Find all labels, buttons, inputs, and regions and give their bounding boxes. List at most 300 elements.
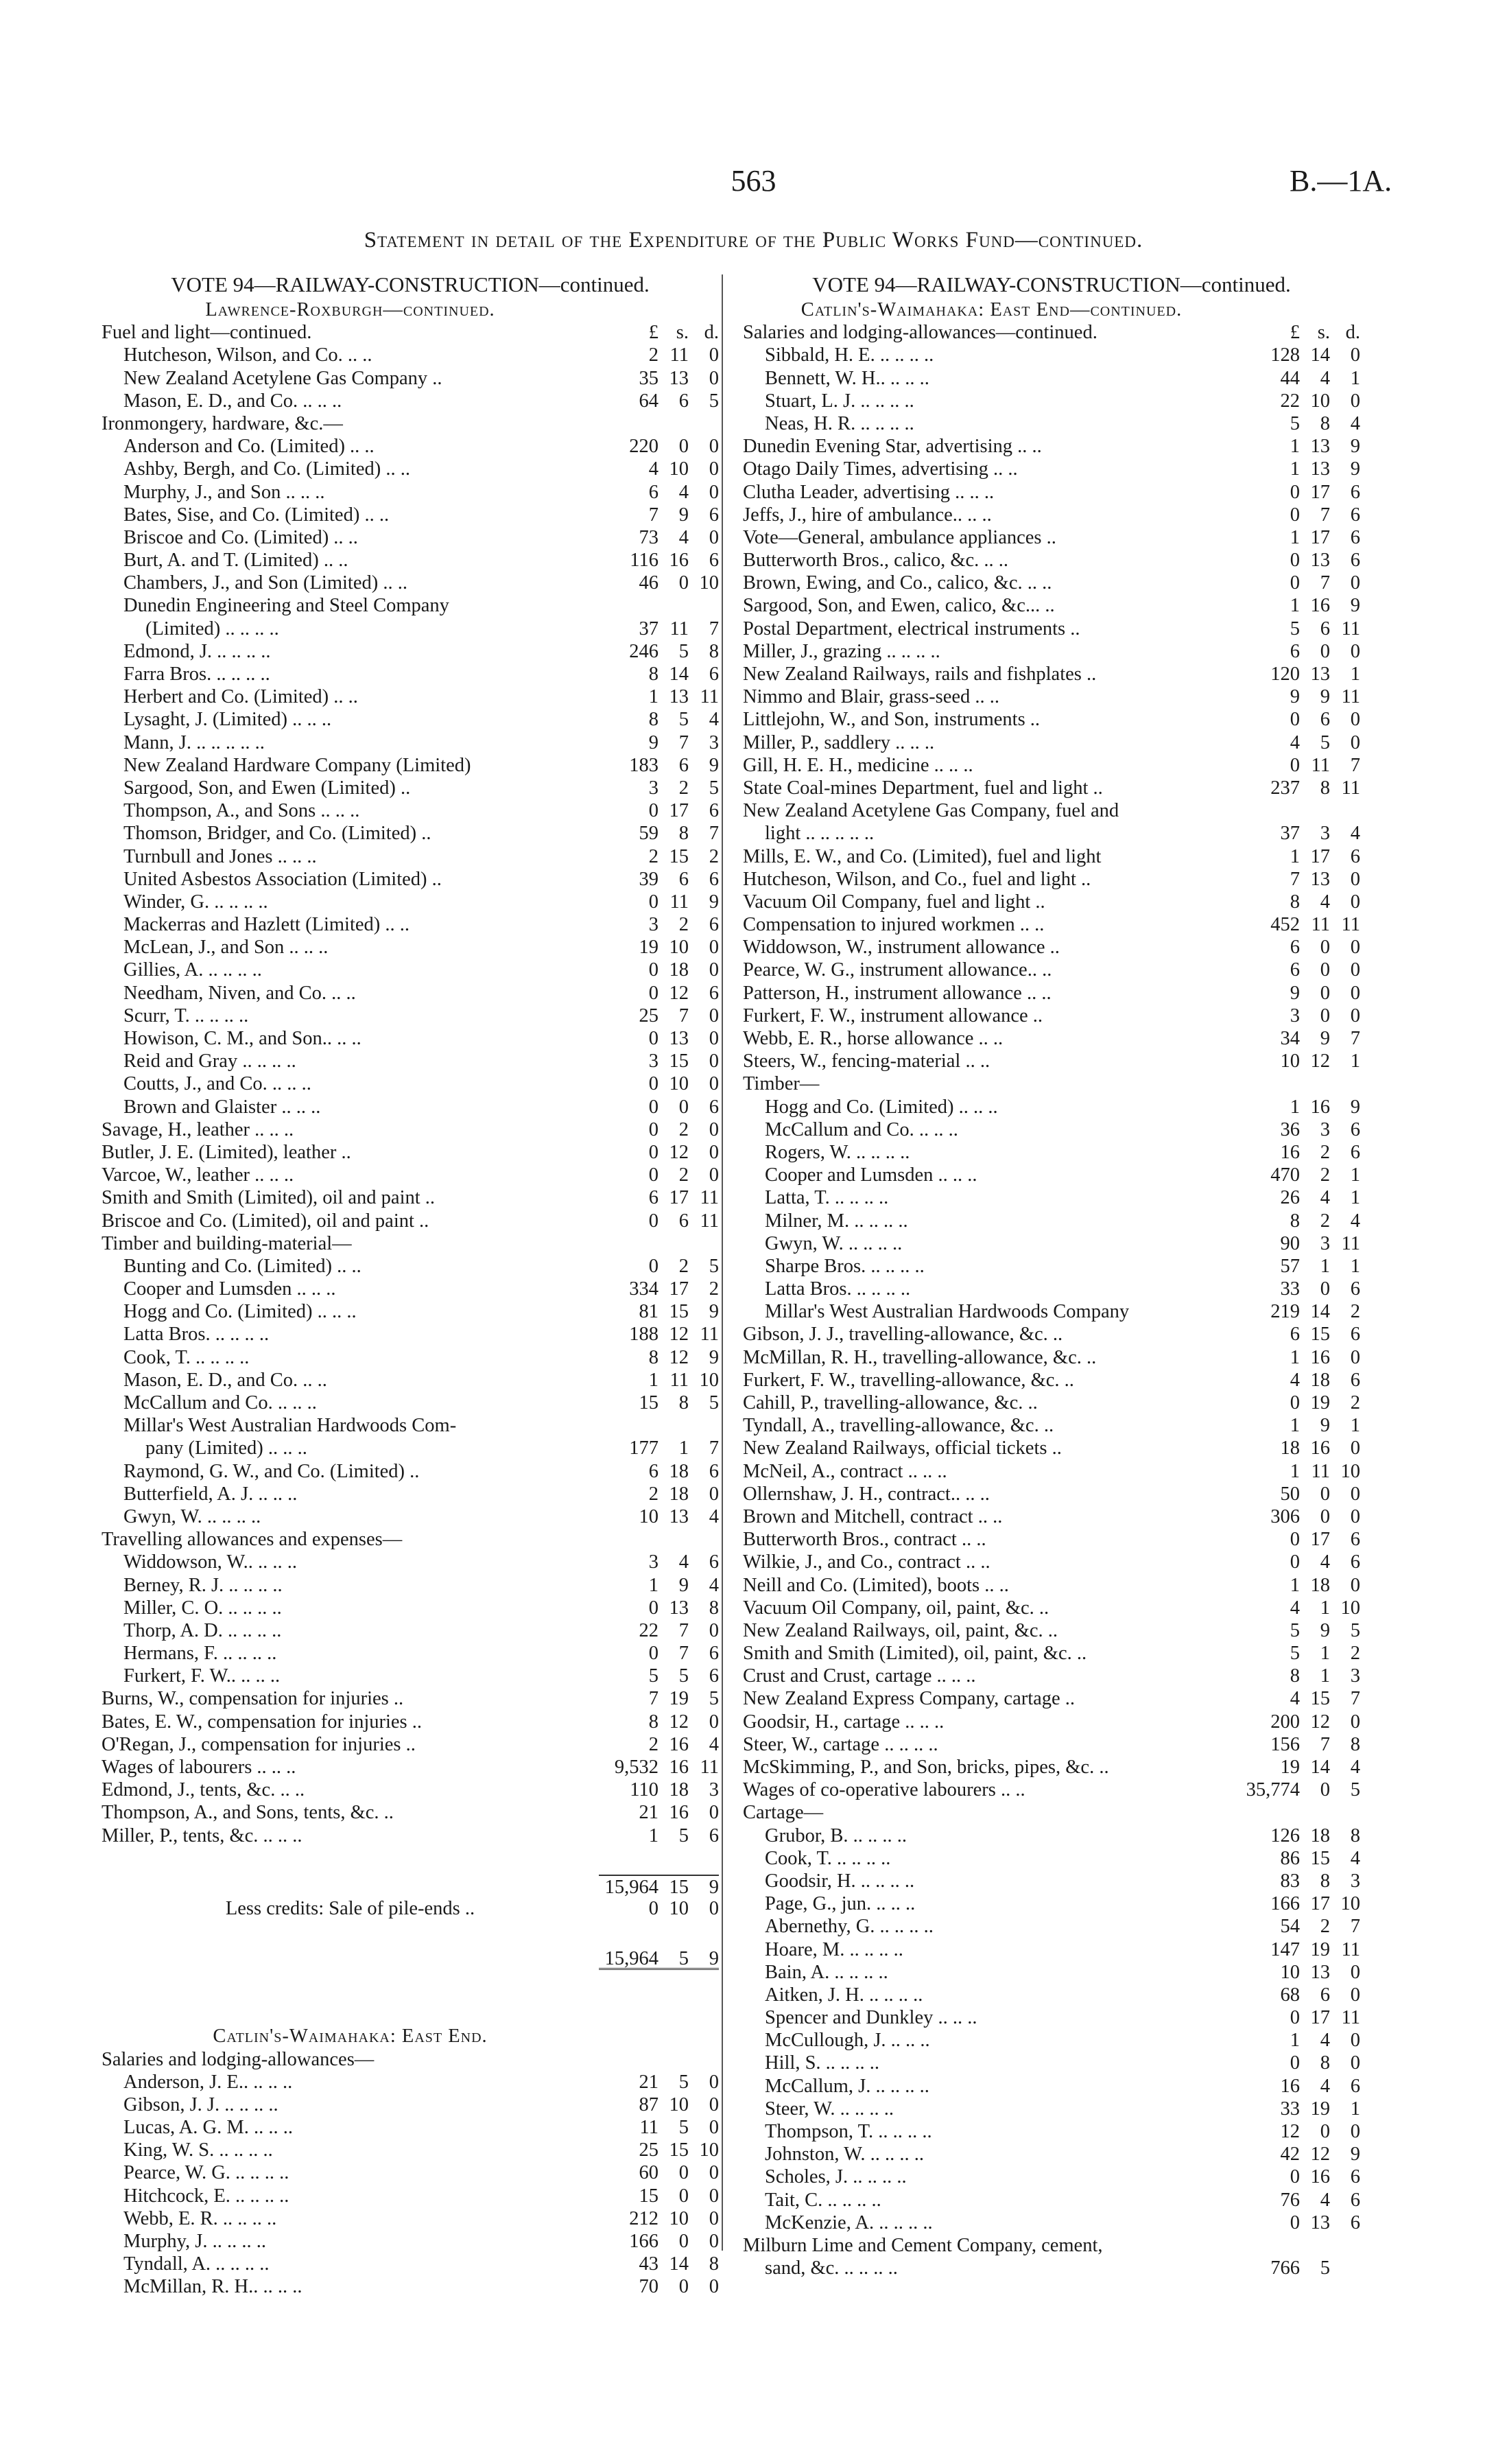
amount-shillings: 19 bbox=[1310, 2098, 1330, 2120]
ledger-row bbox=[102, 1970, 719, 1997]
amount-pence: 6 bbox=[1350, 2189, 1360, 2211]
entry-description: Sharpe Bros. .. .. .. .. bbox=[765, 1255, 925, 1277]
entry-description: Briscoe and Co. (Limited) .. .. bbox=[123, 526, 358, 548]
amount-shillings: 12 bbox=[1310, 1051, 1330, 1072]
ledger-row bbox=[743, 2006, 1360, 2029]
amount-shillings: 17 bbox=[1310, 481, 1330, 503]
amount-pounds: 237 bbox=[1270, 777, 1300, 799]
entry-description: Edmond, J., tents, &c. .. .. bbox=[102, 1779, 305, 1801]
amount-pence bbox=[689, 1414, 719, 1437]
ledger-row bbox=[743, 390, 1360, 412]
left-column bbox=[102, 271, 719, 2299]
amount-shillings: 11 bbox=[1311, 754, 1330, 776]
amount-pounds: 16 bbox=[1280, 1141, 1300, 1163]
ledger-row bbox=[743, 982, 1360, 1005]
amount-shillings: 17 bbox=[1310, 2007, 1330, 2029]
amount-pounds: 0 bbox=[648, 1118, 658, 1140]
amount-pence: 0 bbox=[709, 1711, 719, 1733]
amount-pounds: 116 bbox=[630, 550, 658, 572]
entry-description: Smith and Smith (Limited), oil and paint .. bbox=[102, 1187, 436, 1209]
amount-shillings bbox=[1300, 1072, 1330, 1095]
ledger-row bbox=[743, 1733, 1360, 1756]
ledger-row bbox=[102, 2207, 719, 2230]
amount-pence: 6 bbox=[709, 1096, 719, 1118]
amount-pounds: 334 bbox=[629, 1278, 658, 1300]
amount-pounds: 0 bbox=[1290, 1392, 1300, 1413]
amount-shillings: 0 bbox=[678, 1096, 689, 1118]
amount-pounds: 42 bbox=[1280, 2144, 1300, 2166]
ledger-row bbox=[102, 1255, 719, 1278]
entry-description: Edmond, J. .. .. .. .. bbox=[123, 640, 271, 662]
entry-description: Hutcheson, Wilson, and Co., fuel and light .. bbox=[743, 868, 1091, 890]
amount-pounds: 25 bbox=[639, 1005, 658, 1026]
amount-pence: 0 bbox=[1350, 390, 1360, 412]
entry-description: Thompson, A., and Sons, tents, &c. .. bbox=[102, 1802, 394, 1824]
ledger-row bbox=[102, 1947, 719, 1970]
amount-pounds: 15 bbox=[639, 2185, 658, 2207]
amount-shillings: 0 bbox=[678, 436, 689, 458]
amount-pence: 1 bbox=[1350, 1051, 1360, 1072]
amount-shillings: 0 bbox=[1320, 1483, 1330, 1505]
amount-pounds bbox=[599, 1414, 658, 1437]
amount-shillings: 11 bbox=[669, 618, 689, 640]
amount-pence bbox=[689, 2048, 719, 2071]
amount-pence: 7 bbox=[709, 823, 719, 845]
entry-description bbox=[102, 1947, 599, 1970]
amount-shillings bbox=[658, 2048, 689, 2071]
amount-pence: 0 bbox=[709, 436, 719, 458]
entry-description: McKenzie, A. .. .. .. .. bbox=[765, 2211, 933, 2233]
amount-pence: 6 bbox=[1350, 1141, 1360, 1163]
amount-shillings bbox=[658, 594, 689, 617]
amount-pounds: 3 bbox=[1290, 1005, 1300, 1026]
amount-pounds: 0 bbox=[1290, 1551, 1300, 1573]
amount-pounds bbox=[1240, 799, 1300, 822]
amount-pence: 6 bbox=[1350, 550, 1360, 572]
amount-pounds bbox=[599, 1970, 658, 1997]
amount-pounds bbox=[599, 1528, 658, 1551]
amount-pounds: 177 bbox=[629, 1438, 658, 1459]
amount-shillings: 5 bbox=[658, 1947, 689, 1970]
ledger-row bbox=[102, 1210, 719, 1232]
amount-pence: 0 bbox=[1350, 2030, 1360, 2052]
entry-description: New Zealand Railways, rails and fishplates .. bbox=[743, 664, 1097, 685]
entry-description: Pearce, W. G. .. .. .. .. bbox=[123, 2162, 289, 2184]
entry-description: Dunedin Evening Star, advertising .. .. bbox=[743, 436, 1042, 458]
amount-pounds: 1 bbox=[1290, 1574, 1300, 1596]
amount-pounds: 0 bbox=[648, 891, 658, 913]
amount-shillings: 5 bbox=[1320, 2257, 1330, 2279]
amount-shillings: 14 bbox=[669, 664, 689, 685]
amount-pounds: 1 bbox=[1290, 1415, 1300, 1437]
amount-pounds: 50 bbox=[1280, 1483, 1300, 1505]
amount-pounds: 0 bbox=[648, 1028, 658, 1049]
entry-description: Less credits: Sale of pile-ends .. bbox=[225, 1897, 475, 1919]
ledger-row bbox=[102, 549, 719, 572]
amount-pence: 5 bbox=[709, 390, 719, 412]
amount-shillings: 8 bbox=[678, 1392, 689, 1413]
ledger-row bbox=[102, 1574, 719, 1597]
ledger-row bbox=[743, 2098, 1360, 2120]
ledger-row bbox=[743, 754, 1360, 777]
ledger-row bbox=[102, 1164, 719, 1186]
amount-pence: 1 bbox=[1350, 367, 1360, 389]
amount-shillings: 6 bbox=[678, 390, 689, 412]
amount-pence: 0 bbox=[709, 2207, 719, 2229]
ledger-row bbox=[743, 1756, 1360, 1779]
ledger-row bbox=[102, 754, 719, 777]
amount-shillings: 3 bbox=[1320, 1232, 1330, 1254]
amount-shillings: 15 bbox=[658, 1875, 689, 1897]
amount-pence: 6 bbox=[709, 1665, 719, 1687]
amount-pounds: 110 bbox=[630, 1779, 658, 1801]
amount-shillings: 3 bbox=[1320, 823, 1330, 845]
ledger-row bbox=[743, 1597, 1360, 1619]
ledger-row bbox=[102, 822, 719, 845]
entry-description: Latta, T. .. .. .. .. bbox=[765, 1187, 889, 1209]
amount-pounds: 0 bbox=[648, 1643, 658, 1665]
amount-pence: 1 bbox=[1350, 2098, 1360, 2120]
amount-shillings: 12 bbox=[669, 1141, 689, 1163]
amount-pounds: 15,964 bbox=[599, 1875, 658, 1897]
amount-pounds: 3 bbox=[648, 1051, 658, 1072]
entry-description: McMillan, R. H.. .. .. .. bbox=[123, 2276, 302, 2298]
page-number: 563 bbox=[731, 164, 776, 198]
ledger-row bbox=[102, 1551, 719, 1573]
amount-shillings: 11 bbox=[1311, 1460, 1330, 1482]
entry-description: Wages of co-operative labourers .. .. bbox=[743, 1779, 1025, 1801]
entry-description: Bates, Sise, and Co. (Limited) .. .. bbox=[123, 504, 390, 526]
amount-shillings: 15 bbox=[669, 1051, 689, 1072]
ledger-row bbox=[743, 1392, 1360, 1414]
amount-pence: 4 bbox=[709, 1505, 719, 1527]
amount-pounds: 470 bbox=[1270, 1164, 1300, 1186]
entry-description: McNeil, A., contract .. .. .. bbox=[743, 1460, 947, 1482]
ledger-row bbox=[743, 640, 1360, 663]
amount-pounds: 120 bbox=[1270, 664, 1300, 685]
ledger-row bbox=[743, 594, 1360, 617]
entry-description: Reid and Gray .. .. .. .. bbox=[123, 1051, 296, 1072]
ledger-row bbox=[743, 618, 1360, 640]
amount-shillings: 7 bbox=[678, 1619, 689, 1641]
ledger-row bbox=[743, 1642, 1360, 1665]
amount-pence: 0 bbox=[1350, 1346, 1360, 1368]
ledger-row bbox=[102, 435, 719, 458]
ledger-row bbox=[102, 321, 719, 344]
amount-shillings: 13 bbox=[1310, 436, 1330, 458]
ledger-row bbox=[102, 1528, 719, 1551]
ledger-row bbox=[743, 412, 1360, 435]
ledger-row bbox=[102, 1779, 719, 1801]
ledger-row bbox=[102, 777, 719, 799]
amount-pence: 4 bbox=[709, 1574, 719, 1596]
entry-description: Wages of labourers .. .. .. bbox=[102, 1757, 296, 1778]
entry-description: Latta Bros. .. .. .. .. bbox=[123, 1324, 270, 1346]
amount-pounds: 8 bbox=[1290, 1210, 1300, 1232]
amount-pence: 6 bbox=[1350, 504, 1360, 526]
amount-shillings: 5 bbox=[1320, 731, 1330, 753]
entry-description: Mason, E. D., and Co. .. .. bbox=[123, 1369, 327, 1391]
amount-shillings: 14 bbox=[1310, 344, 1330, 366]
amount-pence: 11 bbox=[1341, 1938, 1360, 1960]
ledger-row bbox=[102, 1141, 719, 1164]
entry-description: Howison, C. M., and Son.. .. .. bbox=[123, 1028, 361, 1049]
amount-pence: 0 bbox=[709, 959, 719, 981]
amount-pounds: 9 bbox=[648, 731, 658, 753]
amount-shillings: 2 bbox=[678, 1255, 689, 1277]
amount-pence: 3 bbox=[709, 731, 719, 753]
ledger-row bbox=[102, 1847, 719, 1875]
amount-pence: 0 bbox=[1350, 1711, 1360, 1733]
amount-shillings: s. bbox=[1317, 322, 1330, 344]
amount-pence: 9 bbox=[1350, 436, 1360, 458]
amount-pounds: 1 bbox=[1290, 2030, 1300, 2052]
amount-shillings: 1 bbox=[1320, 1643, 1330, 1665]
amount-pence: 8 bbox=[709, 640, 719, 662]
left-vote-heading: VOTE 94—RAILWAY-CONSTRUCTION—continued. bbox=[171, 272, 650, 296]
ledger-row bbox=[743, 936, 1360, 959]
ledger-row bbox=[102, 2048, 719, 2071]
ledger-row bbox=[743, 1847, 1360, 1870]
entry-description: Catlin's-Waimahaka: East End—continued. bbox=[800, 299, 1183, 320]
statement-title: Statement in detail of the Expenditure of the Public Works Fund—continued. bbox=[364, 228, 1143, 253]
amount-pounds: 19 bbox=[1280, 1757, 1300, 1778]
amount-pounds: 2 bbox=[648, 344, 658, 366]
entry-description: Goodsir, H. .. .. .. .. bbox=[765, 1870, 915, 1892]
ledger-row bbox=[743, 1711, 1360, 1733]
amount-shillings: 17 bbox=[669, 800, 689, 822]
ledger-row bbox=[102, 504, 719, 526]
amount-shillings: 13 bbox=[1310, 2211, 1330, 2233]
amount-shillings: 16 bbox=[1310, 1438, 1330, 1459]
amount-shillings: 7 bbox=[1320, 1733, 1330, 1755]
amount-pounds: 1 bbox=[1290, 436, 1300, 458]
amount-pounds: 68 bbox=[1280, 1984, 1300, 2006]
amount-shillings: 0 bbox=[678, 2185, 689, 2207]
amount-shillings: 12 bbox=[669, 982, 689, 1004]
amount-pounds: 0 bbox=[648, 1597, 658, 1619]
amount-pence: 5 bbox=[709, 1255, 719, 1277]
ledger-row bbox=[743, 2075, 1360, 2098]
amount-pence: 8 bbox=[1350, 1733, 1360, 1755]
amount-pence: 0 bbox=[1350, 2121, 1360, 2142]
ledger-row bbox=[743, 1961, 1360, 1984]
ledger-row bbox=[102, 1437, 719, 1459]
amount-pounds: 43 bbox=[639, 2253, 658, 2275]
amount-pence: 11 bbox=[1341, 914, 1360, 936]
ledger-row bbox=[743, 1027, 1360, 1050]
ledger-row bbox=[743, 458, 1360, 480]
amount-shillings: 10 bbox=[669, 1073, 689, 1095]
amount-pence: 6 bbox=[1350, 1369, 1360, 1391]
entry-description: Rogers, W. .. .. .. .. bbox=[765, 1141, 910, 1163]
amount-pounds: 7 bbox=[648, 1688, 658, 1710]
ledger-row bbox=[743, 2120, 1360, 2143]
ledger-row bbox=[743, 1369, 1360, 1392]
ledger-row bbox=[743, 1346, 1360, 1369]
entry-description bbox=[102, 1970, 599, 1997]
amount-pounds: 54 bbox=[1280, 1916, 1300, 1938]
amount-shillings bbox=[658, 298, 689, 321]
amount-pence bbox=[689, 298, 719, 321]
ledger-row bbox=[743, 868, 1360, 891]
amount-pounds: 4 bbox=[1290, 1369, 1300, 1391]
entry-description: Mills, E. W., and Co. (Limited), fuel and light bbox=[743, 845, 1102, 867]
amount-pounds: 1 bbox=[1290, 1096, 1300, 1118]
amount-shillings: 2 bbox=[678, 777, 689, 799]
amount-pounds bbox=[599, 2048, 658, 2071]
amount-pounds: 2 bbox=[648, 845, 658, 867]
amount-pounds: 5 bbox=[648, 1665, 658, 1687]
amount-pounds: 59 bbox=[639, 823, 658, 845]
ledger-row bbox=[102, 344, 719, 366]
ledger-row bbox=[102, 1801, 719, 1824]
amount-shillings: 11 bbox=[669, 1369, 689, 1391]
amount-shillings: 7 bbox=[1320, 572, 1330, 594]
entry-description: Johnston, W. .. .. .. .. bbox=[765, 2144, 924, 2166]
entry-description: Herbert and Co. (Limited) .. .. bbox=[123, 686, 358, 708]
amount-pence: 1 bbox=[1350, 1187, 1360, 1209]
amount-shillings: 10 bbox=[1310, 390, 1330, 412]
right-vote-heading: VOTE 94—RAILWAY-CONSTRUCTION—continued. bbox=[812, 272, 1291, 296]
ledger-row bbox=[743, 2052, 1360, 2074]
amount-pence: 3 bbox=[1350, 1870, 1360, 1892]
amount-pounds: 18 bbox=[1280, 1438, 1300, 1459]
amount-pounds: 16 bbox=[1280, 2075, 1300, 2097]
amount-pounds: 0 bbox=[1290, 481, 1300, 503]
entry-description: Furkert, F. W., travelling-allowance, &c. .. bbox=[743, 1369, 1074, 1391]
amount-pence: 0 bbox=[709, 1141, 719, 1163]
amount-pence: 0 bbox=[709, 1051, 719, 1072]
entry-description: Cook, T. .. .. .. .. bbox=[123, 1346, 250, 1368]
amount-pounds: 44 bbox=[1280, 367, 1300, 389]
amount-pounds: 0 bbox=[1290, 504, 1300, 526]
amount-pounds: 81 bbox=[639, 1301, 658, 1323]
amount-shillings: 6 bbox=[1320, 1984, 1330, 2006]
amount-pounds: 73 bbox=[639, 526, 658, 548]
amount-pence: 11 bbox=[700, 686, 719, 708]
amount-shillings: 4 bbox=[1320, 367, 1330, 389]
amount-shillings bbox=[658, 1847, 689, 1875]
amount-pence bbox=[1330, 298, 1360, 321]
amount-pence: 11 bbox=[1341, 2007, 1360, 2029]
ledger-row bbox=[743, 891, 1360, 913]
right-entries bbox=[743, 298, 1360, 2279]
amount-shillings bbox=[658, 1528, 689, 1551]
amount-pounds: 22 bbox=[639, 1619, 658, 1641]
ledger-row bbox=[102, 731, 719, 754]
ledger-row bbox=[743, 1505, 1360, 1528]
amount-pounds: 0 bbox=[1290, 2166, 1300, 2188]
entry-description: Mackerras and Hazlett (Limited) .. .. bbox=[123, 914, 410, 936]
entry-description: Salaries and lodging-allowances—continued. bbox=[743, 322, 1097, 344]
amount-shillings: 7 bbox=[678, 1005, 689, 1026]
amount-pounds: 8 bbox=[1290, 1665, 1300, 1687]
ledger-row bbox=[102, 2253, 719, 2275]
ledger-row bbox=[743, 572, 1360, 594]
amount-pence: 0 bbox=[1350, 1574, 1360, 1596]
amount-shillings: 5 bbox=[678, 640, 689, 662]
amount-shillings: 0 bbox=[1320, 1779, 1330, 1801]
amount-shillings: 2 bbox=[1320, 1141, 1330, 1163]
amount-shillings: 0 bbox=[678, 2231, 689, 2252]
amount-pounds: 1 bbox=[648, 1824, 658, 1846]
entry-description: Gibson, J. J., travelling-allowance, &c. .. bbox=[743, 1324, 1063, 1346]
entry-description: Miller, P., tents, &c. .. .. .. bbox=[102, 1824, 302, 1846]
amount-pence: d. bbox=[704, 322, 719, 344]
ledger-row bbox=[102, 1642, 719, 1665]
ledger-row bbox=[743, 1232, 1360, 1255]
amount-pence: 8 bbox=[709, 2253, 719, 2275]
amount-pence: 0 bbox=[709, 1073, 719, 1095]
ledger-row bbox=[102, 868, 719, 891]
amount-shillings: 15 bbox=[669, 845, 689, 867]
amount-pounds: 6 bbox=[1290, 1324, 1300, 1346]
amount-pence: 9 bbox=[1350, 2144, 1360, 2166]
entry-description: Gwyn, W. .. .. .. .. bbox=[765, 1232, 903, 1254]
entry-description: Salaries and lodging-allowances— bbox=[102, 2048, 375, 2070]
amount-shillings: 7 bbox=[1320, 504, 1330, 526]
amount-shillings: 18 bbox=[1310, 1369, 1330, 1391]
amount-pence: 2 bbox=[1350, 1643, 1360, 1665]
ledger-row bbox=[743, 1915, 1360, 1938]
amount-pence: 4 bbox=[1350, 1847, 1360, 1869]
ledger-row bbox=[743, 2257, 1360, 2279]
amount-pence: 7 bbox=[1350, 754, 1360, 776]
amount-shillings: 12 bbox=[1310, 2144, 1330, 2166]
amount-shillings: 2 bbox=[1320, 1916, 1330, 1938]
entry-description: Raymond, G. W., and Co. (Limited) .. bbox=[123, 1460, 420, 1482]
entry-description: New Zealand Hardware Company (Limited) bbox=[123, 754, 471, 776]
ledger-row bbox=[102, 1369, 719, 1392]
amount-pounds bbox=[599, 1847, 658, 1875]
entry-description: Hogg and Co. (Limited) .. .. .. bbox=[765, 1096, 998, 1118]
amount-pence: 0 bbox=[709, 2162, 719, 2184]
entry-description: Bennett, W. H.. .. .. .. bbox=[765, 367, 929, 389]
entry-description: Thomson, Bridger, and Co. (Limited) .. bbox=[123, 823, 431, 845]
entry-description: Savage, H., leather .. .. .. bbox=[102, 1118, 294, 1140]
amount-pounds: 3 bbox=[648, 914, 658, 936]
ledger-row bbox=[743, 1551, 1360, 1573]
amount-pence bbox=[689, 594, 719, 617]
ledger-row bbox=[102, 594, 719, 617]
amount-shillings: 12 bbox=[669, 1324, 689, 1346]
amount-shillings: 10 bbox=[669, 2207, 689, 2229]
amount-pence: 9 bbox=[709, 891, 719, 913]
amount-pence: 4 bbox=[1350, 1757, 1360, 1778]
amount-pence bbox=[689, 1970, 719, 1997]
amount-shillings bbox=[658, 412, 689, 435]
amount-shillings: 2 bbox=[678, 1118, 689, 1140]
amount-pence: 6 bbox=[1350, 1278, 1360, 1300]
ledger-row bbox=[102, 2185, 719, 2207]
amount-pence: 0 bbox=[1350, 731, 1360, 753]
amount-pounds: 0 bbox=[648, 800, 658, 822]
entry-description: Compensation to injured workmen .. .. bbox=[743, 914, 1045, 936]
amount-pounds: 0 bbox=[1290, 754, 1300, 776]
amount-shillings: 2 bbox=[1320, 1210, 1330, 1232]
amount-pounds: 19 bbox=[639, 937, 658, 959]
entry-description: Murphy, J., and Son .. .. .. bbox=[123, 481, 325, 503]
amount-pence: 2 bbox=[1350, 1301, 1360, 1323]
amount-pence bbox=[689, 1232, 719, 1255]
amount-pounds: 0 bbox=[1290, 2007, 1300, 2029]
amount-shillings: 17 bbox=[669, 1278, 689, 1300]
entry-description: Thompson, T. .. .. .. .. bbox=[765, 2121, 932, 2142]
entry-description: McCallum and Co. .. .. .. bbox=[765, 1118, 958, 1140]
ledger-row bbox=[102, 2275, 719, 2298]
entry-description: Millar's West Australian Hardwoods Com- bbox=[123, 1415, 457, 1437]
